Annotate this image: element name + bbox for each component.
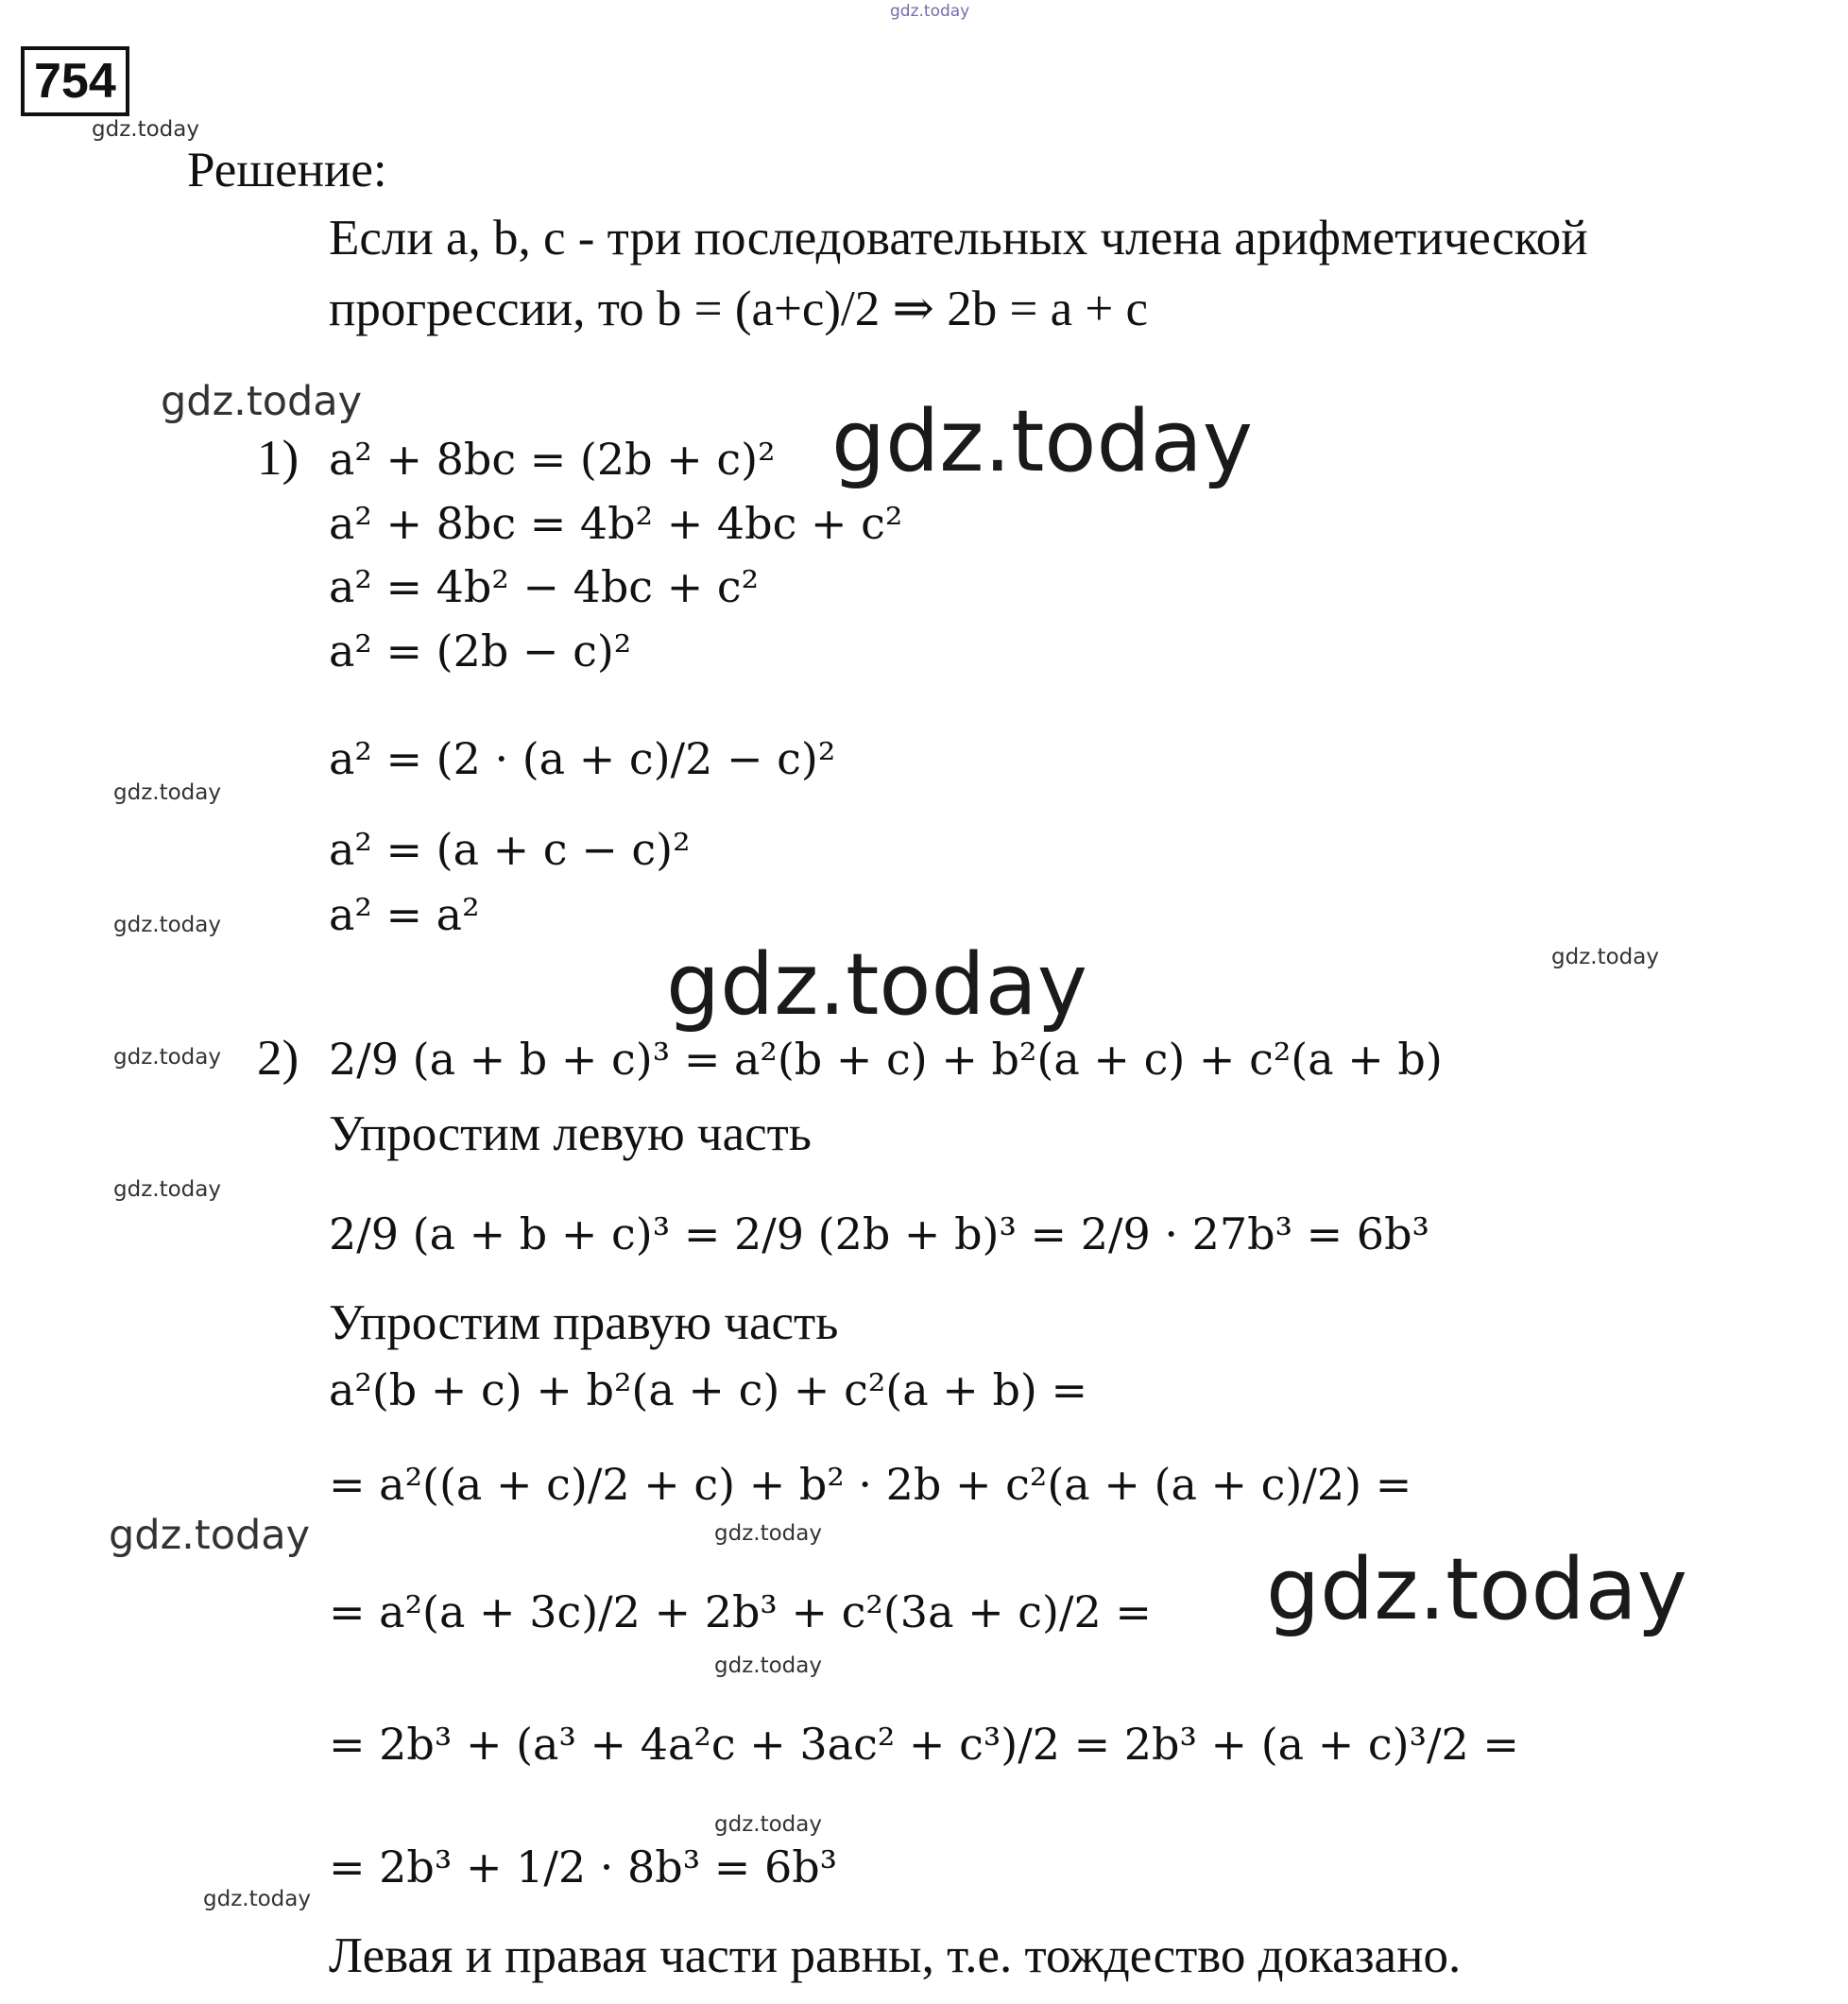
watermark: gdz.today <box>113 913 221 937</box>
right-part-step: = a²(a + 3c)/2 + 2b³ + c²(3a + c)/2 = <box>329 1586 1152 1637</box>
right-part-step: = a²((a + c)/2 + c) + b² · 2b + c²(a + (a + c)/2) = <box>329 1459 1412 1510</box>
right-part-heading: Упростим правую часть <box>329 1295 839 1350</box>
left-part-heading: Упростим левую часть <box>329 1106 812 1161</box>
watermark: gdz.today <box>113 1045 221 1070</box>
watermark: gdz.today <box>113 780 221 805</box>
problem-number: 754 <box>21 46 129 116</box>
part1-step: a² + 8bc = 4b² + 4bc + c² <box>329 498 903 549</box>
part1-step: a² = a² <box>329 889 480 940</box>
watermark: gdz.today <box>831 392 1254 491</box>
right-part-step: a²(b + c) + b²(a + c) + c²(a + b) = <box>329 1364 1088 1415</box>
part1-step: a² + 8bc = (2b + c)² <box>329 434 776 485</box>
part2-identity: 2/9 (a + b + c)³ = a²(b + c) + b²(a + c) + c²(a + b) <box>329 1034 1443 1085</box>
watermark: gdz.today <box>714 1653 822 1678</box>
intro-line-1: Если a, b, c - три последовательных члена арифметической <box>329 211 1588 265</box>
part1-label: 1) <box>257 431 299 486</box>
watermark: gdz.today <box>92 117 199 142</box>
right-part-step: = 2b³ + 1/2 · 8b³ = 6b³ <box>329 1841 838 1893</box>
watermark: gdz.today <box>1551 945 1659 969</box>
watermark: gdz.today <box>113 1177 221 1202</box>
intro-line-2: прогрессии, то b = (a+c)/2 ⇒ 2b = a + c <box>329 282 1149 336</box>
part1-step: a² = 4b² − 4bc + c² <box>329 561 760 612</box>
solution-heading: Решение: <box>187 143 387 197</box>
watermark: gdz.today <box>161 378 363 425</box>
conclusion: Левая и правая части равны, т.е. тождество доказано. <box>329 1928 1462 1983</box>
part1-step: a² = (a + c − c)² <box>329 824 691 875</box>
watermark: gdz.today <box>666 935 1088 1035</box>
right-part-step: = 2b³ + (a³ + 4a²c + 3ac² + c³)/2 = 2b³ + (a + c)³/2 = <box>329 1719 1519 1770</box>
part2-label: 2) <box>257 1031 299 1086</box>
part1-step: a² = (2b − c)² <box>329 625 632 677</box>
watermark: gdz.today <box>714 1521 822 1546</box>
left-part-step: 2/9 (a + b + c)³ = 2/9 (2b + b)³ = 2/9 · 27b³ = 6b³ <box>329 1208 1429 1259</box>
part1-step: a² = (2 · (a + c)/2 − c)² <box>329 733 836 784</box>
watermark: gdz.today <box>109 1512 311 1559</box>
watermark: gdz.today <box>1266 1540 1688 1639</box>
watermark: gdz.today <box>890 2 970 21</box>
watermark: gdz.today <box>714 1812 822 1837</box>
watermark: gdz.today <box>203 1887 311 1911</box>
